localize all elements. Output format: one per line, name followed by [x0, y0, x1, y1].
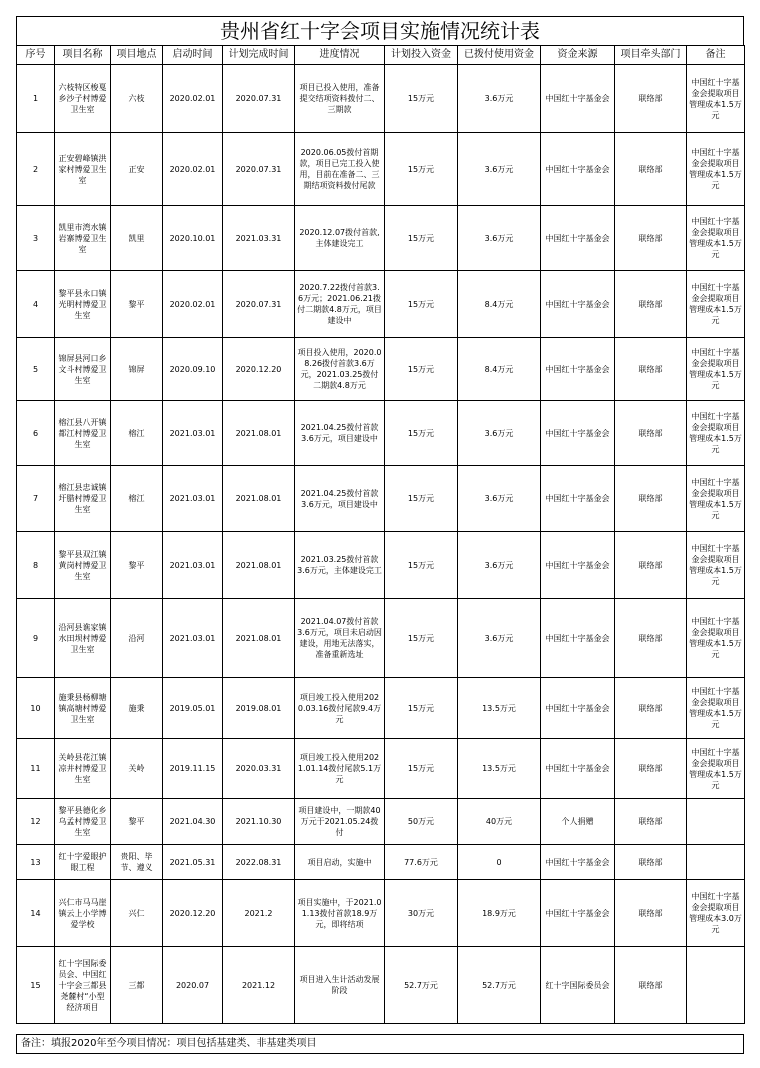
- cell-dept: 联络部: [615, 133, 687, 206]
- cell-source: 中国红十字基金会: [541, 845, 615, 880]
- cell-name: 兴仁市马马崖镇云上小学博爱学校: [55, 880, 111, 947]
- cell-place: 黎平: [111, 271, 163, 338]
- cell-name: 黎平县永口镇光明村博爱卫生室: [55, 271, 111, 338]
- cell-place: 正安: [111, 133, 163, 206]
- cell-plan: 15万元: [385, 338, 458, 401]
- cell-place: 沿河: [111, 599, 163, 678]
- cell-progress: 2021.04.25拨付首款3.6万元，项目建设中: [295, 466, 385, 532]
- cell-place: 关岭: [111, 739, 163, 799]
- project-table: [16, 45, 745, 1024]
- cell-remark: [687, 799, 745, 845]
- cell-name: 黎平县德化乡乌孟村博爱卫生室: [55, 799, 111, 845]
- cell-name: 榕江县八开镇都江村博爱卫生室: [55, 401, 111, 466]
- table-row: [17, 271, 745, 338]
- table-row: [17, 133, 745, 206]
- footnote: 备注：填报2020年至今项目情况：项目包括基建类、非基建类项目: [16, 1034, 744, 1054]
- cell-plan: 52.7万元: [385, 947, 458, 1024]
- cell-plan: 15万元: [385, 739, 458, 799]
- cell-no: 15: [17, 947, 55, 1024]
- cell-start: 2020.02.01: [163, 271, 223, 338]
- cell-dept: 联络部: [615, 947, 687, 1024]
- cell-no: 12: [17, 799, 55, 845]
- header-row: [17, 46, 745, 65]
- cell-dept: 联络部: [615, 678, 687, 739]
- cell-dept: 联络部: [615, 799, 687, 845]
- cell-paid: 8.4万元: [458, 271, 541, 338]
- header-cell: 启动时间: [163, 46, 223, 65]
- cell-remark: 中国红十字基金会提取项目管理成本1.5万元: [687, 401, 745, 466]
- cell-start: 2019.05.01: [163, 678, 223, 739]
- cell-no: 14: [17, 880, 55, 947]
- cell-dept: 联络部: [615, 338, 687, 401]
- cell-no: 2: [17, 133, 55, 206]
- cell-progress: 项目进入生计活动发展阶段: [295, 947, 385, 1024]
- header-cell: 资金来源: [541, 46, 615, 65]
- cell-end: 2021.08.01: [223, 466, 295, 532]
- table-row: [17, 947, 745, 1024]
- cell-remark: 中国红十字基金会提取项目管理成本1.5万元: [687, 466, 745, 532]
- cell-end: 2021.03.31: [223, 206, 295, 271]
- cell-place: 黎平: [111, 799, 163, 845]
- header-cell: 项目牵头部门: [615, 46, 687, 65]
- cell-remark: [687, 845, 745, 880]
- cell-paid: 13.5万元: [458, 739, 541, 799]
- cell-start: 2020.02.01: [163, 133, 223, 206]
- cell-remark: [687, 947, 745, 1024]
- cell-place: 凯里: [111, 206, 163, 271]
- cell-paid: 0: [458, 845, 541, 880]
- cell-no: 7: [17, 466, 55, 532]
- cell-name: 关岭县花江镇凉井村博爱卫生室: [55, 739, 111, 799]
- cell-remark: 中国红十字基金会提取项目管理成本1.5万元: [687, 133, 745, 206]
- cell-progress: 项目竣工投入使用2020.03.16拨付尾款9.4万元: [295, 678, 385, 739]
- header-cell: 项目名称: [55, 46, 111, 65]
- cell-plan: 77.6万元: [385, 845, 458, 880]
- cell-name: 施秉县杨柳塘镇高塘村博爱卫生室: [55, 678, 111, 739]
- cell-source: 中国红十字基金会: [541, 739, 615, 799]
- cell-plan: 30万元: [385, 880, 458, 947]
- cell-place: 榕江: [111, 401, 163, 466]
- cell-end: 2021.08.01: [223, 532, 295, 599]
- cell-plan: 15万元: [385, 65, 458, 133]
- cell-paid: 52.7万元: [458, 947, 541, 1024]
- cell-source: 中国红十字基金会: [541, 133, 615, 206]
- cell-remark: 中国红十字基金会提取项目管理成本1.5万元: [687, 338, 745, 401]
- cell-remark: 中国红十字基金会提取项目管理成本3.0万元: [687, 880, 745, 947]
- cell-start: 2020.09.10: [163, 338, 223, 401]
- cell-paid: 3.6万元: [458, 532, 541, 599]
- cell-start: 2020.12.20: [163, 880, 223, 947]
- cell-remark: 中国红十字基金会提取项目管理成本1.5万元: [687, 678, 745, 739]
- cell-plan: 15万元: [385, 678, 458, 739]
- cell-end: 2022.08.31: [223, 845, 295, 880]
- cell-no: 10: [17, 678, 55, 739]
- cell-end: 2021.10.30: [223, 799, 295, 845]
- cell-dept: 联络部: [615, 466, 687, 532]
- cell-source: 红十字国际委员会: [541, 947, 615, 1024]
- cell-paid: 3.6万元: [458, 401, 541, 466]
- cell-paid: 3.6万元: [458, 133, 541, 206]
- cell-plan: 15万元: [385, 466, 458, 532]
- cell-end: 2020.03.31: [223, 739, 295, 799]
- cell-source: 中国红十字基金会: [541, 206, 615, 271]
- cell-no: 11: [17, 739, 55, 799]
- cell-name: 红十字国际委员会、中国红十字会三都县尧麓村“小型经济项目: [55, 947, 111, 1024]
- header-cell: 备注: [687, 46, 745, 65]
- cell-end: 2021.08.01: [223, 599, 295, 678]
- cell-dept: 联络部: [615, 880, 687, 947]
- cell-no: 13: [17, 845, 55, 880]
- cell-start: 2020.07: [163, 947, 223, 1024]
- cell-progress: 2020.06.05拨付首期款，项目已完工投入使用，目前在准备二、三期结项资料拨付尾款: [295, 133, 385, 206]
- cell-source: 中国红十字基金会: [541, 532, 615, 599]
- cell-end: 2020.12.20: [223, 338, 295, 401]
- cell-dept: 联络部: [615, 271, 687, 338]
- cell-place: 黎平: [111, 532, 163, 599]
- table-row: [17, 532, 745, 599]
- cell-end: 2021.12: [223, 947, 295, 1024]
- table-row: [17, 466, 745, 532]
- table-row: [17, 401, 745, 466]
- cell-no: 6: [17, 401, 55, 466]
- cell-progress: 项目启动，实施中: [295, 845, 385, 880]
- cell-remark: 中国红十字基金会提取项目管理成本1.5万元: [687, 271, 745, 338]
- cell-paid: 3.6万元: [458, 206, 541, 271]
- cell-no: 4: [17, 271, 55, 338]
- cell-place: 榕江: [111, 466, 163, 532]
- cell-dept: 联络部: [615, 401, 687, 466]
- cell-paid: 8.4万元: [458, 338, 541, 401]
- cell-no: 1: [17, 65, 55, 133]
- cell-progress: 2020.12.07拨付首款,主体建设完工: [295, 206, 385, 271]
- cell-source: 中国红十字基金会: [541, 678, 615, 739]
- table-body: [17, 65, 745, 1024]
- header-cell: 进度情况: [295, 46, 385, 65]
- cell-start: 2021.05.31: [163, 845, 223, 880]
- cell-source: 中国红十字基金会: [541, 65, 615, 133]
- header-cell: 计划完成时间: [223, 46, 295, 65]
- cell-start: 2019.11.15: [163, 739, 223, 799]
- cell-place: 三都: [111, 947, 163, 1024]
- cell-paid: 3.6万元: [458, 599, 541, 678]
- cell-start: 2021.03.01: [163, 466, 223, 532]
- cell-source: 中国红十字基金会: [541, 599, 615, 678]
- cell-name: 锦屏县河口乡文斗村博爱卫生室: [55, 338, 111, 401]
- cell-progress: 项目竣工投入使用2021.01.14拨付尾款5.1万元: [295, 739, 385, 799]
- header-cell: 序号: [17, 46, 55, 65]
- cell-paid: 40万元: [458, 799, 541, 845]
- table-row: [17, 599, 745, 678]
- table-row: [17, 880, 745, 947]
- cell-remark: 中国红十字基金会提取项目管理成本1.5万元: [687, 206, 745, 271]
- cell-dept: 联络部: [615, 65, 687, 133]
- cell-plan: 15万元: [385, 532, 458, 599]
- cell-name: 正安碧峰镇洪家村博爱卫生室: [55, 133, 111, 206]
- cell-progress: 项目已投入使用，准备提交结项资料拨付二、三期款: [295, 65, 385, 133]
- cell-no: 9: [17, 599, 55, 678]
- table-row: [17, 739, 745, 799]
- cell-paid: 3.6万元: [458, 65, 541, 133]
- cell-start: 2021.03.01: [163, 599, 223, 678]
- cell-no: 8: [17, 532, 55, 599]
- table-row: [17, 799, 745, 845]
- cell-paid: 3.6万元: [458, 466, 541, 532]
- cell-remark: 中国红十字基金会提取项目管理成本1.5万元: [687, 532, 745, 599]
- cell-start: 2021.04.30: [163, 799, 223, 845]
- cell-place: 施秉: [111, 678, 163, 739]
- cell-paid: 13.5万元: [458, 678, 541, 739]
- table-row: [17, 338, 745, 401]
- header-cell: 计划投入资金: [385, 46, 458, 65]
- cell-end: 2021.2: [223, 880, 295, 947]
- cell-name: 黎平县双江镇黄岗村博爱卫生室: [55, 532, 111, 599]
- cell-remark: 中国红十字基金会提取项目管理成本1.5万元: [687, 599, 745, 678]
- cell-progress: 项目建设中，一期款40万元于2021.05.24拨付: [295, 799, 385, 845]
- cell-end: 2021.08.01: [223, 401, 295, 466]
- cell-end: 2020.07.31: [223, 65, 295, 133]
- cell-progress: 项目实施中，于2021.01.13拨付首款18.9万元，即将结项: [295, 880, 385, 947]
- table-title: 贵州省红十字会项目实施情况统计表: [16, 16, 744, 46]
- cell-progress: 2021.04.07拨付首款3.6万元，项目未启动因建设，用地无法落实，准备重新选址: [295, 599, 385, 678]
- cell-name: 六枝特区梭戛乡沙子村博爱卫生室: [55, 65, 111, 133]
- cell-progress: 2021.04.25拨付首款3.6万元，项目建设中: [295, 401, 385, 466]
- cell-remark: 中国红十字基金会提取项目管理成本1.5万元: [687, 739, 745, 799]
- cell-end: 2019.08.01: [223, 678, 295, 739]
- cell-place: 贵阳、毕节、遵义: [111, 845, 163, 880]
- cell-plan: 15万元: [385, 206, 458, 271]
- cell-no: 3: [17, 206, 55, 271]
- cell-plan: 15万元: [385, 599, 458, 678]
- cell-plan: 15万元: [385, 401, 458, 466]
- cell-name: 红十字爱眼护眼工程: [55, 845, 111, 880]
- cell-start: 2021.03.01: [163, 401, 223, 466]
- cell-source: 中国红十字基金会: [541, 338, 615, 401]
- table-row: [17, 206, 745, 271]
- cell-plan: 15万元: [385, 271, 458, 338]
- cell-progress: 项目投入使用，2020.08.26拨付首款3.6万元，2021.03.25拨付二期款4.8万元: [295, 338, 385, 401]
- cell-source: 中国红十字基金会: [541, 466, 615, 532]
- cell-start: 2021.03.01: [163, 532, 223, 599]
- cell-start: 2020.10.01: [163, 206, 223, 271]
- cell-source: 中国红十字基金会: [541, 880, 615, 947]
- cell-source: 个人捐赠: [541, 799, 615, 845]
- cell-name: 沿河县谯家镇水田坝村博爱卫生室: [55, 599, 111, 678]
- header-cell: 项目地点: [111, 46, 163, 65]
- cell-paid: 18.9万元: [458, 880, 541, 947]
- cell-place: 兴仁: [111, 880, 163, 947]
- cell-place: 六枝: [111, 65, 163, 133]
- cell-remark: 中国红十字基金会提取项目管理成本1.5万元: [687, 65, 745, 133]
- cell-dept: 联络部: [615, 532, 687, 599]
- cell-progress: 2020.7.22拨付首款3.6万元；2021.06.21拨付二期款4.8万元，项目建设中: [295, 271, 385, 338]
- cell-source: 中国红十字基金会: [541, 271, 615, 338]
- cell-name: 榕江县忠诚镇圩腊村博爱卫生室: [55, 466, 111, 532]
- cell-end: 2020.07.31: [223, 133, 295, 206]
- table-row: [17, 65, 745, 133]
- cell-dept: 联络部: [615, 845, 687, 880]
- cell-end: 2020.07.31: [223, 271, 295, 338]
- cell-no: 5: [17, 338, 55, 401]
- cell-name: 凯里市湾水镇岩寨博爱卫生室: [55, 206, 111, 271]
- cell-progress: 2021.03.25拨付首款3.6万元，主体建设完工: [295, 532, 385, 599]
- cell-place: 锦屏: [111, 338, 163, 401]
- cell-source: 中国红十字基金会: [541, 401, 615, 466]
- cell-plan: 15万元: [385, 133, 458, 206]
- header-cell: 已拨付使用资金: [458, 46, 541, 65]
- cell-dept: 联络部: [615, 739, 687, 799]
- cell-plan: 50万元: [385, 799, 458, 845]
- cell-dept: 联络部: [615, 206, 687, 271]
- table-row: [17, 678, 745, 739]
- cell-dept: 联络部: [615, 599, 687, 678]
- cell-start: 2020.02.01: [163, 65, 223, 133]
- table-row: [17, 845, 745, 880]
